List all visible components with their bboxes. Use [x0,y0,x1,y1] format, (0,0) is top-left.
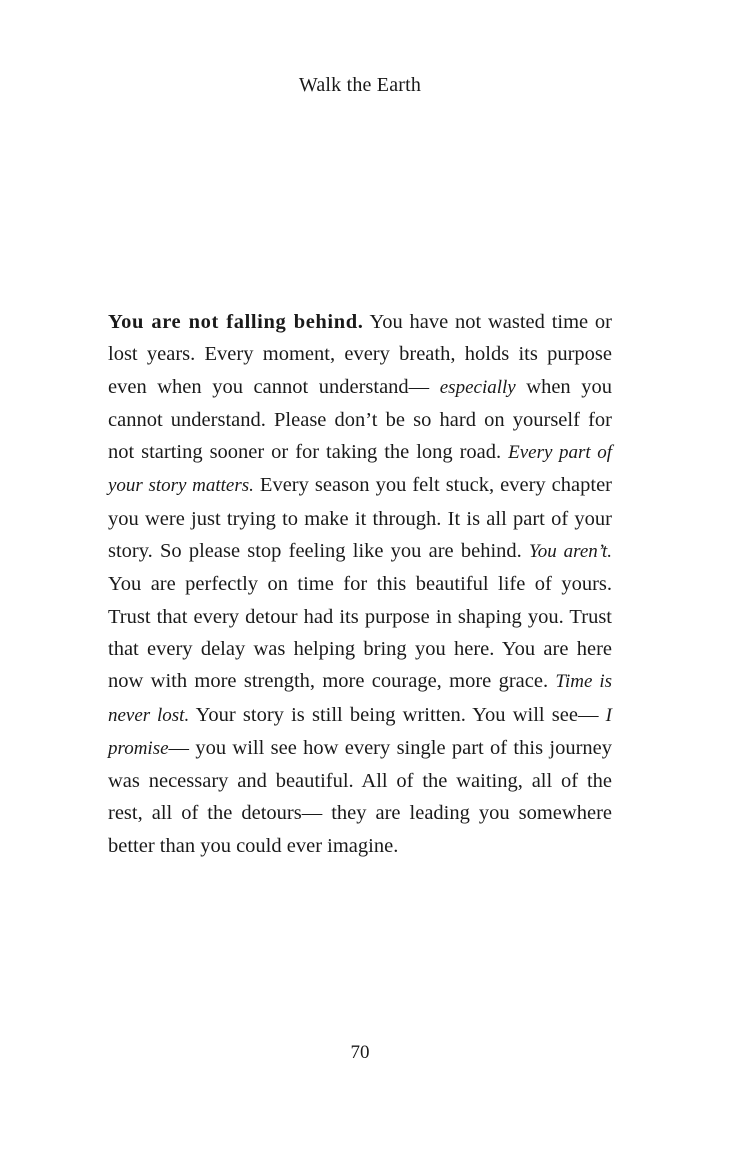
text-segment-4: You are perfectly on time for this beautiful life of yours. Trust that every detour had its purpose in shaping you. Trust that every delay was helping bring you here. You are here now with more strength, more courage, more grace. [108,573,612,693]
emphasis-time-never-lost: Time is never lost. [108,671,613,726]
text-segment-5: Your story is still being written. You will see— [189,703,606,726]
emphasis-you-arent: You aren’t. [528,541,613,563]
text-segment-2: when you cannot understand. Please don’t be so hard on yourself for not starting sooner or for taking the long road. [108,375,612,464]
text-segment-1: You have not wasted time or lost years. Every moment, every breath, holds its purpose even when you cannot understand— [108,311,612,398]
lead-sentence: You are not falling behind. [108,311,364,333]
running-header: Walk the Earth [298,74,422,96]
emphasis-especially: especially [439,376,516,398]
emphasis-i-promise: I promise [108,704,612,759]
text-segment-3: Every season you felt stuck, every chapter you were just trying to make it through. It is all part of your story. So please stop feeling like you are behind. [108,474,612,563]
page-number: 70 [350,1042,370,1063]
body-paragraph [108,306,612,862]
text-segment-6: — you will see how every single part of this journey was necessary and beautiful. All of the waiting, all of the rest, all of the detours— they are leading you somewhere better than you could ever imagine. [108,736,612,857]
emphasis-story-matters: Every part of your story matters. [108,442,612,497]
